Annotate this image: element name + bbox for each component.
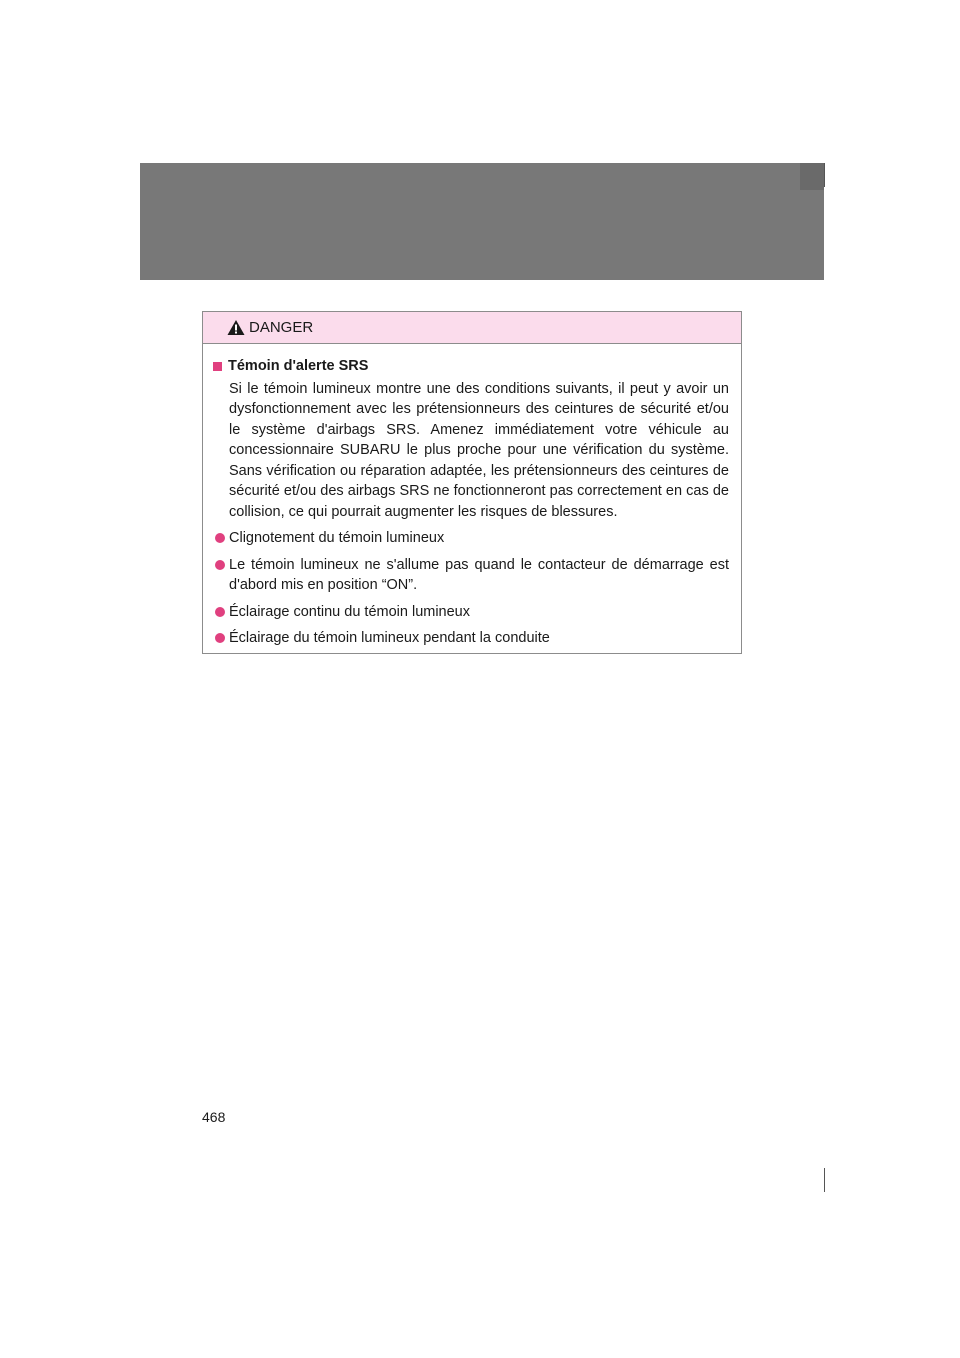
bullet-dot-icon (215, 607, 225, 617)
list-item-text: Éclairage du témoin lumineux pendant la conduite (229, 630, 550, 646)
list-item-text: Le témoin lumineux ne s'allume pas quand le contacteur de démarrage est d'abord mis en position “ON”. (229, 556, 729, 593)
list-item (213, 628, 729, 649)
list-item (213, 602, 729, 623)
section-title (213, 356, 729, 377)
danger-body (203, 344, 741, 649)
list-item-text: Éclairage continu du témoin lumineux (229, 603, 470, 620)
section-title-text: Témoin d'alerte SRS (228, 358, 369, 374)
bullet-dot-icon (215, 560, 225, 570)
crop-mark-top (824, 163, 825, 187)
square-bullet-icon (213, 362, 222, 371)
danger-paragraph: Si le témoin lumineux montre une des conditions suivants, il peut y avoir un dysfonctionnement avec les prétensionneurs des ceintures de sécurité et/ou le système d'airbags SRS. Amenez immédiatement votre véhicule au concessionnaire SUBARU le plus proche pour une vérification du système. Sans vérification ou réparation adaptée, les prétensionneurs des ceintures de sécurité et/ou des airbags SRS ne fonctionneront pas correctement en cas de collision, ce qui pourrait augmenter les risques de blessures. (229, 380, 729, 520)
danger-header (203, 312, 741, 344)
page-number: 468 (202, 1109, 226, 1125)
header-band (140, 163, 824, 280)
list-item (213, 555, 729, 596)
header-notch (800, 163, 824, 190)
warning-icon (227, 319, 245, 336)
danger-label: DANGER (249, 319, 314, 336)
list-item-text: Clignotement du témoin lumineux (229, 530, 445, 546)
bullet-dot-icon (215, 633, 225, 643)
danger-box (202, 311, 742, 654)
bullet-dot-icon (215, 533, 225, 543)
crop-mark-bottom (824, 1168, 825, 1192)
list-item (213, 528, 729, 549)
